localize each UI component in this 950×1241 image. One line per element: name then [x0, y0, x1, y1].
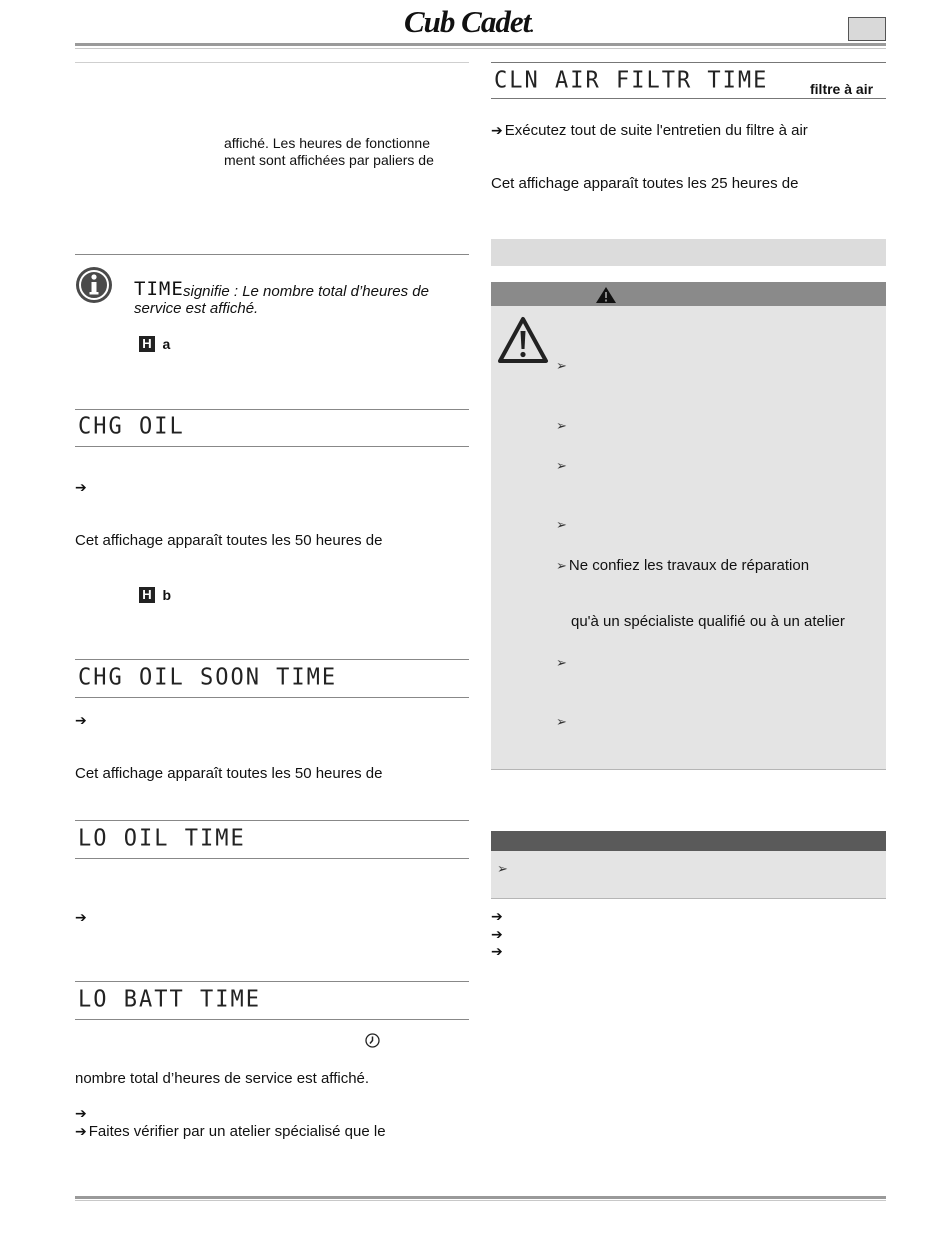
chg-oil-arrow: ➔	[75, 479, 87, 495]
lo-batt-arrow-2: ➔	[75, 1123, 87, 1139]
chg-oil-soon-rule-bottom	[75, 697, 469, 698]
info-text-2: service est affiché.	[134, 300, 259, 317]
warning-chevron-5: ➢	[556, 558, 567, 573]
chg-oil-ref	[139, 586, 171, 604]
lo-batt-rule-bottom	[75, 1019, 469, 1020]
warning-item-repair	[556, 556, 809, 575]
chg-oil-soon-rule-top	[75, 659, 469, 660]
info-icon	[75, 266, 113, 309]
left-top-rule	[75, 62, 469, 63]
header-rule-thin	[75, 48, 886, 49]
ref-suffix: b	[162, 586, 172, 603]
warning-body	[491, 306, 886, 770]
warning-repair-line-1: Ne confiez les travaux de réparation	[568, 557, 810, 574]
chg-oil-rule-bottom	[75, 446, 469, 447]
ref-letter-box: H	[139, 587, 155, 603]
right-arrow-2: ➔	[491, 926, 503, 942]
warning-chevron-6: ➢	[556, 655, 567, 670]
page-tab-box	[848, 17, 886, 41]
chg-oil-rule-top	[75, 409, 469, 410]
lo-batt-arrow-2-line	[75, 1122, 386, 1141]
warning-chevron-3: ➢	[556, 458, 567, 473]
warning-chevron-2: ➢	[556, 418, 567, 433]
footer-rule	[75, 1196, 886, 1199]
chg-oil-soon-display: CHG OIL SOON TIME	[78, 664, 338, 691]
lo-oil-rule-bottom	[75, 858, 469, 859]
intro-line-2: ment sont affichées par paliers de	[224, 152, 434, 168]
chg-oil-display: CHG OIL	[78, 413, 185, 440]
ref-letter-box: H	[139, 336, 155, 352]
lo-batt-rule-top	[75, 981, 469, 982]
air-filter-arrow-line	[491, 121, 808, 140]
lo-batt-text: nombre total d’heures de service est affiché.	[75, 1070, 370, 1087]
lo-batt-arrow-2-text: Faites vérifier par un atelier spécialisé que le	[88, 1123, 386, 1140]
note-chevron: ➢	[497, 861, 508, 876]
chg-oil-soon-arrow: ➔	[75, 712, 87, 728]
warning-chevron-1: ➢	[556, 358, 567, 373]
gray-band	[491, 239, 886, 266]
right-arrow-3: ➔	[491, 943, 503, 959]
warning-repair-line-2: qu'à un spécialiste qualifié ou à un atelier	[571, 613, 845, 630]
right-arrow-1: ➔	[491, 908, 503, 924]
air-filter-arrow-text: Exécutez tout de suite l'entretien du filtre à air	[504, 122, 808, 139]
ref-suffix: a	[162, 335, 171, 352]
warning-chevron-7: ➢	[556, 714, 567, 729]
footer-rule-thin	[75, 1200, 886, 1201]
note-body	[491, 851, 886, 899]
chg-oil-text: Cet affichage apparaît toutes les 50 heures de	[75, 532, 383, 549]
lo-oil-arrow: ➔	[75, 909, 87, 925]
info-rule	[75, 254, 469, 255]
brand-logo	[404, 4, 533, 40]
lo-batt-display: LO BATT TIME	[78, 986, 261, 1013]
warning-large-icon	[497, 316, 549, 369]
header-rule	[75, 43, 886, 46]
warning-header	[491, 282, 886, 306]
lo-batt-arrow-1: ➔	[75, 1105, 87, 1121]
note-header	[491, 831, 886, 851]
air-filter-label: filtre à air	[810, 81, 874, 97]
warning-triangle-icon	[595, 286, 617, 304]
air-filter-display: CLN AIR FILTR TIME	[494, 67, 769, 94]
air-filter-arrow: ➔	[491, 122, 503, 138]
info-ref	[139, 335, 170, 353]
air-filter-rule-bottom	[491, 98, 886, 99]
info-display: TIME	[134, 278, 184, 300]
brand-name: Cub Cadet	[404, 4, 531, 39]
lo-oil-rule-top	[75, 820, 469, 821]
info-text-1: signifie : Le nombre total d’heures de	[183, 283, 429, 300]
air-filter-rule-top	[491, 62, 886, 63]
clock-icon	[365, 1033, 380, 1053]
lo-oil-display: LO OIL TIME	[78, 825, 246, 852]
air-filter-text: Cet affichage apparaît toutes les 25 heures de	[491, 175, 799, 192]
intro-line-1: affiché. Les heures de fonctionne	[224, 135, 431, 151]
chg-oil-soon-text: Cet affichage apparaît toutes les 50 heures de	[75, 765, 383, 782]
brand-dot: .	[530, 19, 534, 36]
warning-chevron-4: ➢	[556, 517, 567, 532]
